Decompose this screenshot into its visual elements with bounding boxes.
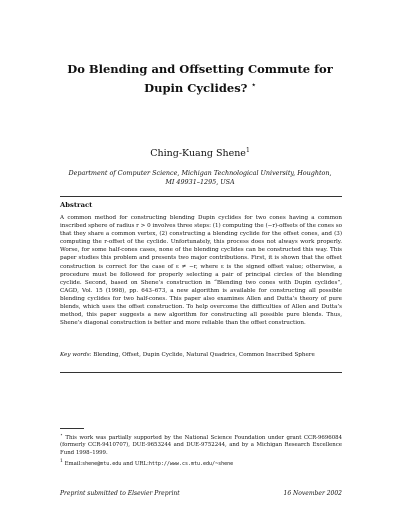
abstract-body: A common method for constructing blending Dupin cyclides for two cones having a common inscribed sphere of radius r > 0 involves three steps: (1) computing the (−r)-offsets of the cones so that they share a common vertex, (2) constructing a blending cyclide for the offset cones, and (3) computing the r-offset of the cyclide. Unfortunately, this process does not always work properly. Worse, for some half-cones cases, none of the blending cyclides can be constructed this way. This paper studies this problem and presents two major contributions. First, it is shown that the offset construction is correct for the case of ε ≠ −r, where ε is the signed offset value; otherwise, a procedure must be followed for properly selecting a pair of principal circles of the blending cyclide. Second, based on Shene’s construction in “Blending two cones with Dupin cyclides”, CAGD, Vol. 15 (1998), pp. 643–673, a new algorithm is available for constructing all possible blending cyclides for two half-cones. This paper also examines Allen and Dutta’s theory of pure blends, which uses the offset construction. To help overcome the difficulties of Allen and Dutta’s method, this paper suggests a new algorithm for constructing all possible pure blends. Thus, Shene’s diagonal construction is better and more reliable than the offset construction. — [60, 215, 342, 327]
footnote-url-label: and URL: — [122, 460, 149, 467]
title-footnote-mark: ⋆ — [251, 80, 256, 89]
abstract-bottom-rule — [60, 372, 342, 373]
affiliation-line-2: MI 49931–1295, USA — [165, 178, 235, 186]
footnote-funding — [60, 432, 342, 458]
title-line-2-text: Dupin Cyclides? — [144, 80, 248, 95]
author-affiliation — [55, 169, 345, 187]
paper-title — [40, 62, 360, 96]
affiliation-line-1: Department of Computer Science, Michigan Technological University, Houghton, — [68, 169, 332, 177]
author-footnote-mark: 1 — [245, 147, 250, 154]
footnote-rule — [60, 428, 84, 429]
preprint-date: 16 November 2002 — [283, 490, 342, 497]
abstract-top-rule — [60, 196, 342, 197]
author-name-text: Ching-Kuang Shene — [150, 148, 246, 160]
title-line-2 — [40, 77, 360, 96]
keywords-text: Blending, Offset, Dupin Cyclide, Natural Quadrics, Common Inscribed Sphere — [93, 352, 315, 358]
preprint-note: Preprint submitted to Elsevier Preprint — [60, 490, 180, 497]
title-line-1: Do Blending and Offsetting Commute for — [67, 62, 333, 76]
footnote-contact-mark: 1 — [60, 459, 63, 464]
footnote-email-label: Email: — [64, 460, 83, 467]
footnote-funding-mark: ⋆ — [60, 433, 63, 438]
footnote-contact — [60, 458, 342, 468]
footnote-url[interactable]: http://www.cs.mtu.edu/~shene — [148, 460, 234, 467]
keywords-label: Key words: — [60, 352, 92, 358]
keywords — [60, 351, 342, 359]
footnote-funding-text: This work was partially supported by the National Science Foundation under grant CCR-9696084 (formerly CCR-9410707), DUE-9653244 and DUE-9752244, and by a Michigan Research Excellence Fund 1998–1999. — [60, 434, 343, 456]
author-name — [40, 147, 360, 159]
footnote-email[interactable]: shene@mtu.edu — [82, 460, 122, 467]
abstract-heading: Abstract — [60, 201, 93, 209]
